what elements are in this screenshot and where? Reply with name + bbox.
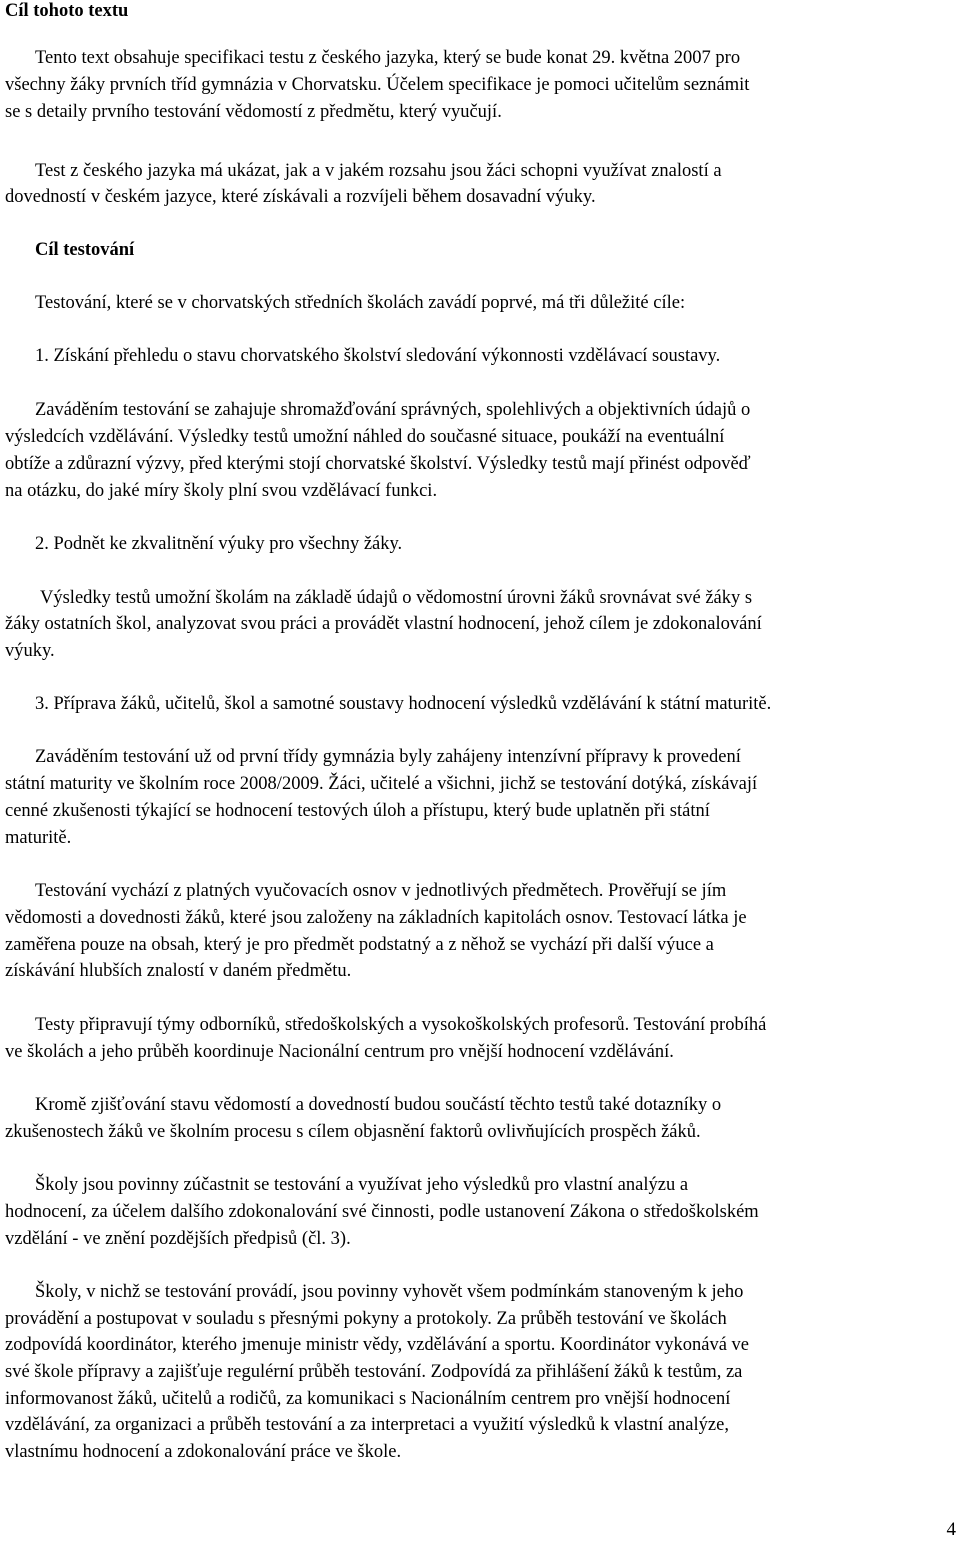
text-line: Zaváděním testování se zahajuje shromažďování správných, spolehlivých a objektivních údajů o <box>35 400 751 420</box>
text-line: vzdělávání, za organizaci a průběh testování a za interpretaci a využití výsledků k vlastní analýze, <box>5 1415 729 1435</box>
text-line: vzdělání - ve znění pozdějších předpisů (čl. 3). <box>5 1229 351 1249</box>
text-line: Školy jsou povinny zúčastnit se testování a využívat jeho výsledků pro vlastní analýzu a <box>35 1175 689 1195</box>
text-line: maturitě. <box>5 828 72 848</box>
text-line: vědomosti a dovednosti žáků, které jsou založeny na základních kapitolách osnov. Testovací látka je <box>5 908 747 928</box>
text-line: hodnocení, za účelem dalšího zdokonalování své činnosti, podle ustanovení Zákona o středoškolském <box>5 1202 759 1222</box>
text-line: Kromě zjišťování stavu vědomostí a dovedností budou součástí těchto testů také dotazníky o <box>35 1095 722 1115</box>
text-line: výsledcích vzdělávání. Výsledky testů umožní náhled do současné situace, poukáží na eventuální <box>5 427 725 447</box>
text-line: obtíže a zdůrazní výzvy, před kterými stojí chorvatské školství. Výsledky testů mají přinést odpověď <box>5 454 751 474</box>
text-line: zodpovídá koordinátor, kterého jmenuje ministr vědy, vzdělávání a sportu. Koordinátor vykonává ve <box>5 1335 750 1355</box>
text-line: své škole přípravy a zajišťuje regulérní průběh testování. Zodpovídá za přihlášení žáků k testům, za <box>5 1362 743 1382</box>
document-heading: Cíl tohoto textu <box>5 1 129 21</box>
text-line: Testy připravují týmy odborníků, středoškolských a vysokoškolských profesorů. Testování probíhá <box>35 1015 767 1035</box>
text-line: na otázku, do jaké míry školy plní svou vzdělávací funkci. <box>5 481 438 501</box>
text-line: vlastnímu hodnocení a zdokonalování práce ve škole. <box>5 1442 402 1462</box>
list-item-heading: 3. Příprava žáků, učitelů, škol a samotné soustavy hodnocení výsledků vzdělávání k státní maturitě. <box>35 694 772 714</box>
list-item-heading: 2. Podnět ke zkvalitnění výuky pro všechny žáky. <box>35 534 403 554</box>
text-line: Tento text obsahuje specifikaci testu z českého jazyka, který se bude konat 29. května 2007 pro <box>35 48 741 68</box>
page-number: 4 <box>946 1519 956 1540</box>
list-item-heading: 1. Získání přehledu o stavu chorvatského školství sledování výkonnosti vzdělávací soustavy. <box>35 346 721 366</box>
text-line: cenné zkušenosti týkající se hodnocení testových úloh a přístupu, který bude uplatněn při státní <box>5 801 710 821</box>
text-line: Zaváděním testování už od první třídy gymnázia byly zahájeny intenzívní přípravy k provedení <box>35 747 741 767</box>
text-line: Test z českého jazyka má ukázat, jak a v jakém rozsahu jsou žáci schopni využívat znalostí a <box>35 161 722 181</box>
text-line: žáky ostatních škol, analyzovat svou práci a provádět vlastní hodnocení, jehož cílem je zdokonalování <box>5 614 762 634</box>
text-line: informovanost žáků, učitelů a rodičů, za komunikaci s Nacionálním centrem pro vnější hodnocení <box>5 1389 731 1409</box>
text-line: provádění a postupovat v souladu s přesnými pokyny a protokoly. Za průběh testování ve školách <box>5 1309 727 1329</box>
text-line: zkušenostech žáků ve školním procesu s cílem objasnění faktorů ovlivňujících prospěch žáků. <box>5 1122 701 1142</box>
text-line: Školy, v nichž se testování provádí, jsou povinny vyhovět všem podmínkám stanoveným k jeho <box>35 1282 744 1302</box>
text-line: Testování vychází z platných vyučovacích osnov v jednotlivých předmětech. Prověřují se jím <box>35 881 727 901</box>
text-line: získávání hlubších znalostí v daném předmětu. <box>5 961 352 981</box>
text-line: výuky. <box>5 641 55 661</box>
section-heading: Cíl testování <box>35 240 135 260</box>
text-line: Testování, které se v chorvatských středních školách zavádí poprvé, má tři důležité cíle: <box>35 293 686 313</box>
text-line: se s detaily prvního testování vědomostí z předmětu, který vyučují. <box>5 102 502 122</box>
text-line: všechny žáky prvních tříd gymnázia v Chorvatsku. Účelem specifikace je pomoci učitelům seznámit <box>5 75 750 95</box>
text-line: státní maturity ve školním roce 2008/2009. Žáci, učitelé a všichni, jichž se testování dotýká, získávají <box>5 774 758 794</box>
text-line: dovedností v českém jazyce, které získávali a rozvíjeli během dosavadní výuky. <box>5 187 596 207</box>
text-line: zaměřena pouze na obsah, který je pro předmět podstatný a z něhož se vychází při další výuce a <box>5 935 714 955</box>
text-line: Výsledky testů umožní školám na základě údajů o vědomostní úrovni žáků srovnávat své žáky s <box>40 588 753 608</box>
text-line: ve školách a jeho průběh koordinuje Nacionální centrum pro vnější hodnocení vzdělávání. <box>5 1042 674 1062</box>
